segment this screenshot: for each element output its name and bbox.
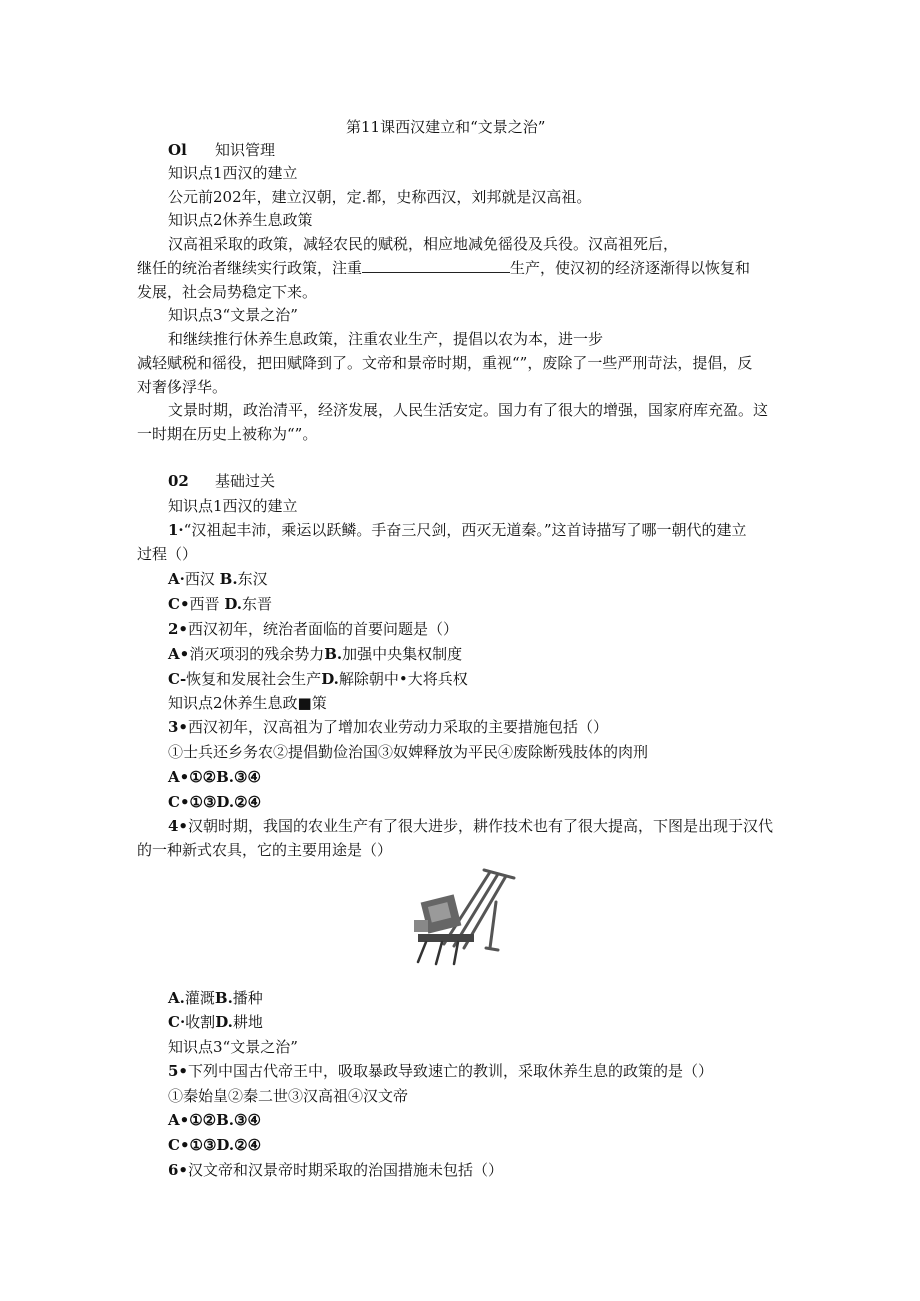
q6-number: 6•: [168, 1161, 189, 1179]
q2-option-a: 消灭项羽的残余势力: [189, 645, 325, 663]
q2-option-c-letter: C-: [168, 670, 187, 688]
q-kp3-heading: 知识点3“文景之治”: [168, 1038, 298, 1056]
q2-option-d: 解除朝中•大将兵权: [338, 670, 468, 688]
q2-option-b: 加强中央集权制度: [342, 645, 463, 663]
kp3-para-line2: 减轻赋税和徭役，把田赋降到了。文帝和景帝时期，重视“”，废除了一些严刑苛法，提倡，反: [137, 354, 753, 372]
q2-option-a-letter: A•: [168, 645, 190, 663]
section-title-1: 知识管理: [215, 141, 276, 159]
q1-options-ab: [168, 569, 268, 589]
q1-stem-line1: [168, 520, 747, 540]
q1-option-a-letter: A·: [168, 570, 185, 588]
q3-stem: [168, 717, 608, 737]
q4-number: 4•: [168, 817, 189, 835]
q5-options-cd: C•①③D.②④: [168, 1136, 262, 1154]
q4-option-c: 收割: [185, 1013, 216, 1031]
q4-option-b-letter: B.: [214, 989, 233, 1007]
q4-option-d: 耕地: [232, 1013, 263, 1031]
q1-stem-line2: 过程（）: [137, 545, 198, 563]
q-kp2-heading: 知识点2休养生息政■策: [168, 694, 327, 712]
q3-options-cd: C•①③D.②④: [168, 793, 262, 811]
kp2-para-line2: [137, 258, 750, 278]
q1-option-b: 东汉: [237, 570, 268, 588]
q2-option-c: 恢复和发展社会生产: [186, 670, 322, 688]
q4-stem-line2: 的一种新式农具，它的主要用途是（）: [137, 841, 393, 859]
kp3-para-line5: 一时期在历史上被称为“”。: [137, 425, 318, 443]
blank-underline: [362, 258, 510, 273]
kp2-para-line3: 发展，社会局势稳定下来。: [137, 283, 318, 301]
seed-drill-illustration: [398, 858, 522, 970]
q2-option-b-letter: B.: [324, 645, 343, 663]
section-number-2: 02: [168, 472, 189, 490]
q5-options-ab: A•①②B.③④: [168, 1111, 261, 1129]
farm-tool-image: [398, 858, 522, 970]
q1-option-c-letter: C•: [168, 595, 190, 613]
q4-stem-text: 汉朝时期，我国的农业生产有了很大进步，耕作技术也有了很大提高，下图是出现于汉代: [188, 817, 774, 835]
q1-option-b-letter: B.: [219, 570, 238, 588]
q5-items: ①秦始皇②秦二世③汉高祖④汉文帝: [168, 1087, 409, 1105]
kp3-heading: 知识点3“文景之治”: [168, 306, 298, 324]
q4-options-cd: [168, 1012, 263, 1032]
q1-number: 1·: [168, 521, 184, 539]
q1-stem-text: “汉祖起丰沛，乘运以跃鳞。手奋三尺剑，西灭无道秦。”这首诗描写了哪一朝代的建立: [183, 521, 747, 539]
q3-items: ①士兵还乡务农②提倡勤俭治国③奴婢释放为平民④废除断残肢体的肉刑: [168, 743, 649, 761]
kp1-text: 公元前202年，建立汉朝，定.都，史称西汉，刘邦就是汉高祖。: [168, 188, 592, 206]
page-title: 第11课西汉建立和“文景之治”: [346, 118, 546, 136]
q1-option-d: 东晋: [242, 595, 273, 613]
q1-option-c: 西晋: [189, 595, 220, 613]
q1-option-a: 西汉: [184, 570, 215, 588]
section-title-2: 基础过关: [215, 472, 276, 490]
kp2-line2-part1: 继任的统治者继续实行政策，注重: [137, 259, 363, 277]
q2-option-d-letter: D.: [321, 670, 339, 688]
kp3-para-line1: 和继续推行休养生息政策，注重农业生产，提倡以农为本，进一步: [168, 330, 604, 348]
q5-number: 5•: [168, 1062, 189, 1080]
q5-stem-text: 下列中国古代帝王中，吸取暴政导致速亡的教训，采取休养生息的政策的是（）: [188, 1062, 714, 1080]
q2-options-ab: [168, 644, 462, 664]
kp2-line2-part2: 生产，使汉初的经济逐渐得以恢复和: [510, 259, 751, 277]
kp3-para-line3: 对奢侈浮华。: [137, 378, 228, 396]
kp2-heading: 知识点2休养生息政策: [168, 211, 313, 229]
q2-stem: [168, 619, 458, 639]
q1-option-d-letter: D.: [224, 595, 243, 613]
q3-stem-text: 西汉初年，汉高祖为了增加农业劳动力采取的主要措施包括（）: [188, 718, 609, 736]
q4-option-d-letter: D.: [215, 1013, 233, 1031]
q1-options-cd: [168, 594, 272, 614]
q2-options-cd: [168, 669, 468, 689]
q2-stem-text: 西汉初年，统治者面临的首要问题是（）: [188, 620, 459, 638]
section-number-1: Ol: [168, 141, 187, 159]
q4-options-ab: [168, 988, 263, 1008]
q5-stem: [168, 1061, 713, 1081]
q6-stem-text: 汉文帝和汉景帝时期采取的治国措施未包括（）: [188, 1161, 504, 1179]
q-kp1-heading: 知识点1西汉的建立: [168, 497, 298, 515]
kp1-heading: 知识点1西汉的建立: [168, 164, 298, 182]
q3-options-ab: A•①②B.③④: [168, 768, 261, 786]
kp2-para-line1: 汉高祖采取的政策，减轻农民的赋税，相应地减免徭役及兵役。汉高祖死后，: [168, 235, 679, 253]
kp3-para-line4: 文景时期，政治清平，经济发展，人民生活安定。国力有了很大的增强，国家府库充盈。这: [168, 401, 769, 419]
q4-stem-line1: [168, 816, 773, 836]
q6-stem: [168, 1160, 503, 1180]
q4-option-a-letter: A.: [168, 989, 185, 1007]
q4-option-c-letter: C·: [168, 1013, 186, 1031]
q2-number: 2•: [168, 620, 189, 638]
q3-number: 3•: [168, 718, 189, 736]
q4-option-b: 播种: [232, 989, 263, 1007]
q4-option-a: 灌溉: [184, 989, 215, 1007]
